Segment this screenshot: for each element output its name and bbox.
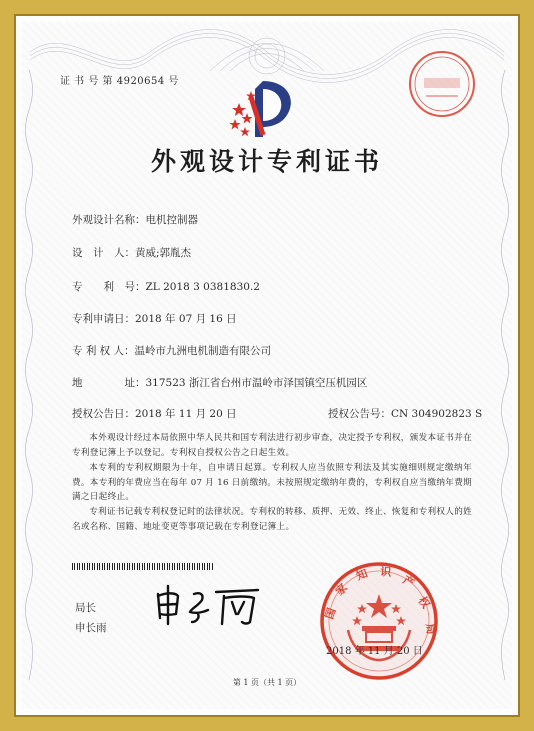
issue-date: 2018 年 11 月 20 日 xyxy=(326,646,423,657)
grant-number-value: CN 304902823 S xyxy=(391,408,483,420)
certificate-title: 外观设计专利证书 xyxy=(150,147,383,176)
patent-office-logo-icon xyxy=(225,75,305,145)
grant-date-value: 2018 年 11 月 20 日 xyxy=(135,408,237,420)
application-date-value: 2018 年 07 月 16 日 xyxy=(135,313,237,325)
patentee-label: 专 利 权 人： xyxy=(72,345,135,357)
application-date-label: 专利申请日： xyxy=(72,313,135,325)
design-name-value: 电机控制器 xyxy=(145,214,198,226)
patentee-value: 温岭市九洲电机制造有限公司 xyxy=(134,345,272,357)
paragraph-grant: 本外观设计经过本局依照中华人民共和国专利法进行初步审查，决定授予专利权，颁发本证书并在专利登记簿上予以登记。专利权自授权公告之日起生效。 xyxy=(72,433,472,458)
grant-date-label: 授权公告日： xyxy=(72,408,135,420)
national-ip-seal-icon xyxy=(318,560,440,682)
barcode xyxy=(72,563,214,570)
director-signature xyxy=(150,584,268,626)
grant-date-row xyxy=(72,406,237,421)
designer-row xyxy=(72,245,191,260)
svg-text:家: 家 xyxy=(332,581,350,599)
grant-number-label: 授权公告号： xyxy=(328,408,391,420)
application-date-row xyxy=(72,311,237,326)
paragraph-legal-status: 专利证书记载专利权登记时的法律状况。专利权的转移、质押、无效、终止、恢复和专利权人的姓名或名称、国籍、地址变更等事项记载在专利登记簿上。 xyxy=(72,507,472,532)
designer-label: 设 计 人： xyxy=(72,247,135,259)
address-label: 地 址： xyxy=(72,377,146,389)
office-stamp-icon xyxy=(406,48,478,120)
svg-text:国: 国 xyxy=(322,606,339,622)
director-title: 局长 xyxy=(75,602,96,614)
patent-number-label: 专 利 号： xyxy=(72,281,146,293)
grant-number-row xyxy=(328,406,482,421)
design-name-label: 外观设计名称： xyxy=(72,214,146,226)
certificate-number: 证 书 号 第 4920654 号 xyxy=(60,76,179,87)
patentee-row xyxy=(72,343,271,358)
svg-text:权: 权 xyxy=(415,594,433,611)
svg-text:知: 知 xyxy=(354,566,370,583)
svg-text:局: 局 xyxy=(423,622,438,636)
paragraph-term: 本专利的专利权期限为十年，自申请日起算。专利权人应当依照专利法及其实施细则规定缴纳年费。本专利的年费应当在每年 07 月 16 日前缴纳。未按照规定缴纳年费的，专利权自应当缴纳年费期满之日起终止。 xyxy=(72,463,472,502)
svg-text:识: 识 xyxy=(379,565,392,579)
patent-number-value: ZL 2018 3 0381830.2 xyxy=(145,281,260,293)
svg-text:产: 产 xyxy=(400,573,417,591)
design-name-row xyxy=(72,212,198,227)
designer-value: 黄威;郭胤杰 xyxy=(135,247,192,259)
address-row xyxy=(72,375,367,390)
page-number: 第 1 页（共 1 页） xyxy=(232,678,302,687)
patent-number-row xyxy=(72,279,260,294)
director-name: 申长雨 xyxy=(75,622,107,634)
address-value: 317523 浙江省台州市温岭市泽国镇空压机园区 xyxy=(145,377,368,389)
